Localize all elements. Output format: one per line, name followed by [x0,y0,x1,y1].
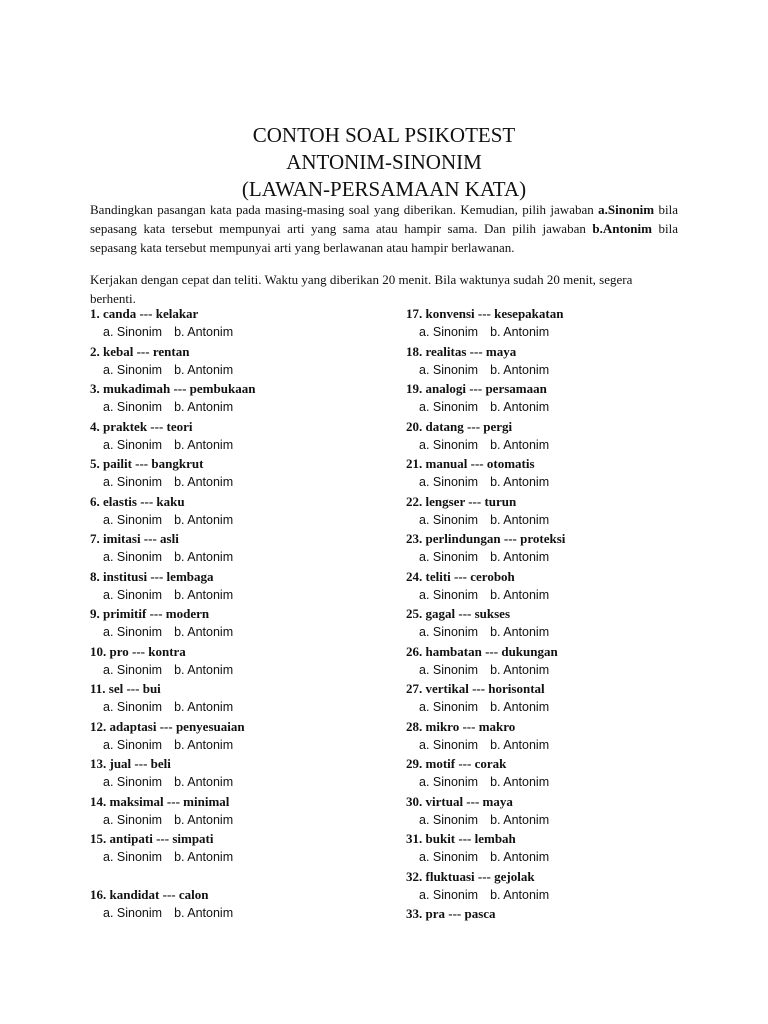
question-label: 18. realitas --- maya [406,343,517,359]
option-sinonim[interactable]: a. Sinonim [419,512,479,527]
question-item [90,887,410,925]
option-antonim[interactable]: b. Antonim [490,737,550,752]
question-label: 5. pailit --- bangkrut [90,456,204,471]
option-sinonim[interactable]: a. Sinonim [419,850,479,864]
question-item [406,456,726,494]
option-antonim[interactable]: b. Antonim [490,812,550,827]
option-sinonim[interactable]: a. Sinonim [103,625,163,639]
option-antonim[interactable]: b. Antonim [490,362,550,377]
question-item [406,681,726,719]
question-label: 22. lengser --- turun [406,493,517,509]
question-item [90,381,410,419]
instructions-paragraph [90,200,678,257]
option-sinonim[interactable]: a. Sinonim [103,737,163,752]
option-antonim[interactable]: b. Antonim [490,887,550,902]
option-antonim[interactable]: b. Antonim [174,737,234,752]
option-sinonim[interactable]: a. Sinonim [103,905,163,920]
question-label: 14. maksimal --- minimal [90,793,230,809]
question-label: 15. antipati --- simpati [90,831,214,846]
option-sinonim[interactable]: a. Sinonim [103,850,163,864]
question-label: 7. imitasi --- asli [90,531,179,546]
question-item [90,344,410,382]
option-antonim[interactable]: b. Antonim [490,625,550,639]
option-antonim[interactable]: b. Antonim [490,512,550,527]
option-antonim[interactable]: b. Antonim [490,850,550,864]
question-label: 27. vertikal --- horisontal [406,681,545,696]
question-label: 33. pra --- pasca [406,906,496,921]
question-item [406,381,726,419]
question-label: 23. perlindungan --- proteksi [406,531,566,546]
option-sinonim[interactable]: a. Sinonim [103,362,163,377]
question-label: 12. adaptasi --- penyesuaian [90,718,245,734]
option-antonim[interactable]: b. Antonim [174,512,234,527]
question-item [406,419,726,457]
question-item [90,794,410,832]
question-label: 8. institusi --- lembaga [90,568,214,584]
page-title-line-3: (LAWAN-PERSAMAAN KATA) [241,177,527,201]
option-antonim[interactable]: b. Antonim [174,812,234,827]
question-label: 25. gagal --- sukses [406,606,511,621]
question-item [406,719,726,757]
question-item [406,569,726,607]
question-column-left [90,306,410,924]
option-sinonim[interactable]: a. Sinonim [103,700,163,714]
question-label: 4. praktek --- teori [90,418,193,434]
option-sinonim[interactable]: a. Sinonim [103,550,163,564]
question-label: 3. mukadimah --- pembukaan [90,381,256,396]
option-antonim[interactable]: b. Antonim [174,700,234,714]
question-label: 11. sel --- bui [90,681,161,696]
question-label: 6. elastis --- kaku [90,493,185,509]
question-label: 24. teliti --- ceroboh [406,568,515,584]
question-item [406,906,726,944]
question-item [90,681,410,719]
option-sinonim[interactable]: a. Sinonim [419,700,479,714]
option-antonim[interactable]: b. Antonim [490,400,550,414]
question-item [90,644,410,682]
option-antonim[interactable]: b. Antonim [174,550,234,564]
option-antonim[interactable]: b. Antonim [174,325,234,339]
instructions-sinonim: a.Sinonim [598,202,655,217]
option-antonim[interactable]: b. Antonim [490,662,550,677]
question-label: 21. manual --- otomatis [406,456,535,471]
instructions-antonim: b.Antonim [592,221,652,236]
option-sinonim[interactable]: a. Sinonim [419,400,479,414]
option-antonim[interactable]: b. Antonim [490,587,550,602]
option-sinonim[interactable]: a. Sinonim [419,625,479,639]
question-item [406,606,726,644]
option-sinonim[interactable]: a. Sinonim [103,475,163,489]
question-item [90,456,410,494]
option-sinonim[interactable]: a. Sinonim [419,325,479,339]
option-sinonim[interactable]: a. Sinonim [103,400,163,414]
option-sinonim[interactable]: a. Sinonim [419,775,479,789]
question-label: 16. kandidat --- calon [90,886,209,902]
instructions-text-1: Bandingkan pasangan kata pada masing-masing soal yang diberikan. Kemudian, pilih jawaban [90,202,599,217]
instructions-text-3: bila sepasang kata tersebut mempunyai arti yang berlawanan atau hampir berlawanan. [90,221,678,255]
question-label: 1. canda --- kelakar [90,306,199,321]
option-antonim[interactable]: b. Antonim [490,475,550,489]
instructions-text-2: bila sepasang kata tersebut mempunyai arti yang sama atau hampir sama. Dan pilih jawaban [90,202,679,236]
option-antonim[interactable]: b. Antonim [174,362,234,377]
option-sinonim[interactable]: a. Sinonim [419,362,479,377]
question-label: 13. jual --- beli [90,756,171,771]
question-label: 20. datang --- pergi [406,418,513,434]
option-antonim[interactable]: b. Antonim [174,625,234,639]
page-title-line-2: ANTONIM-SINONIM [286,150,482,174]
option-sinonim[interactable]: a. Sinonim [103,437,163,452]
question-label: 28. mikro --- makro [406,718,516,734]
question-label: 32. fluktuasi --- gejolak [406,868,535,884]
option-antonim[interactable]: b. Antonim [174,587,234,602]
option-antonim[interactable]: b. Antonim [174,662,234,677]
option-antonim[interactable]: b. Antonim [490,437,550,452]
option-sinonim[interactable]: a. Sinonim [419,737,479,752]
option-sinonim[interactable]: a. Sinonim [103,662,163,677]
option-sinonim[interactable]: a. Sinonim [419,437,479,452]
question-label: 17. konvensi --- kesepakatan [406,306,564,321]
question-item [406,644,726,682]
option-antonim[interactable]: b. Antonim [174,400,234,414]
question-item [90,756,410,794]
time-instructions: Kerjakan dengan cepat dan teliti. Waktu yang diberikan 20 menit. Bila waktunya sudah 20 menit, segera berhenti. [90,272,633,306]
question-item [406,756,726,794]
question-item [406,306,726,344]
option-sinonim[interactable]: a. Sinonim [419,587,479,602]
question-item [90,531,410,569]
option-sinonim[interactable]: a. Sinonim [103,587,163,602]
option-sinonim[interactable]: a. Sinonim [419,662,479,677]
question-item [90,606,410,644]
option-sinonim[interactable]: a. Sinonim [419,550,479,564]
question-label: 2. kebal --- rentan [90,343,190,359]
question-label: 9. primitif --- modern [90,606,210,621]
question-label: 26. hambatan --- dukungan [406,643,558,659]
question-item [406,831,726,869]
question-item [406,494,726,532]
option-sinonim[interactable]: a. Sinonim [419,812,479,827]
option-sinonim[interactable]: a. Sinonim [103,812,163,827]
question-item [90,419,410,457]
option-sinonim[interactable]: a. Sinonim [103,325,163,339]
question-label: 31. bukit --- lembah [406,831,516,846]
option-antonim[interactable]: b. Antonim [174,905,234,920]
question-label: 30. virtual --- maya [406,793,513,809]
option-sinonim[interactable]: a. Sinonim [419,475,479,489]
question-item [406,531,726,569]
question-item [90,569,410,607]
option-antonim[interactable]: b. Antonim [174,775,234,789]
option-antonim[interactable]: b. Antonim [490,775,550,789]
question-item [90,306,410,344]
option-sinonim[interactable]: a. Sinonim [103,775,163,789]
question-item [90,719,410,757]
option-antonim[interactable]: b. Antonim [490,325,550,339]
question-column-right [406,306,726,944]
question-item [406,869,726,907]
option-sinonim[interactable]: a. Sinonim [103,512,163,527]
question-label: 19. analogi --- persamaan [406,381,547,396]
page-title-line-1: CONTOH SOAL PSIKOTEST [252,123,516,147]
option-sinonim[interactable]: a. Sinonim [419,887,479,902]
option-antonim[interactable]: b. Antonim [174,475,234,489]
option-antonim[interactable]: b. Antonim [174,437,234,452]
option-antonim[interactable]: b. Antonim [490,550,550,564]
question-item [406,794,726,832]
question-item [90,831,410,869]
question-item [406,344,726,382]
option-antonim[interactable]: b. Antonim [490,700,550,714]
question-label: 29. motif --- corak [406,756,507,771]
option-antonim[interactable]: b. Antonim [174,850,234,864]
question-label: 10. pro --- kontra [90,643,186,659]
question-item [90,494,410,532]
